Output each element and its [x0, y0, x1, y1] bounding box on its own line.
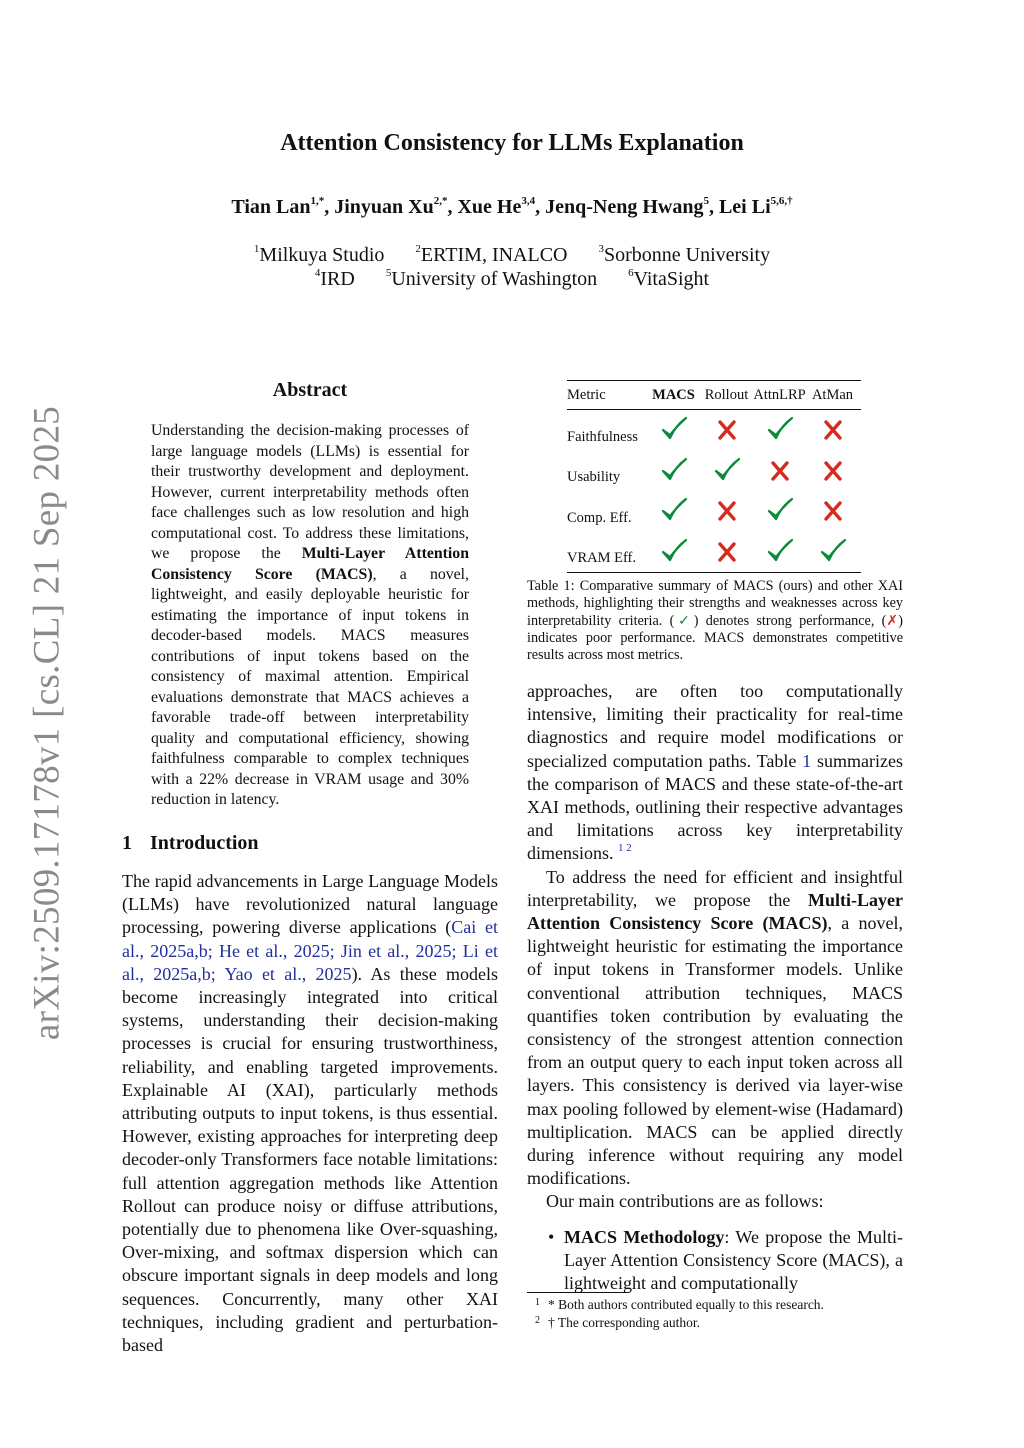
- check-icon: [766, 497, 794, 525]
- right-column-body: [527, 680, 903, 1295]
- table-header-cell: Rollout: [704, 386, 749, 403]
- check-icon: [660, 416, 688, 444]
- cross-icon: [766, 457, 794, 485]
- table-row: [567, 410, 861, 451]
- check-icon: [660, 457, 688, 485]
- cross-icon: [713, 416, 741, 444]
- table-header-cell: AttnLRP: [753, 386, 806, 403]
- citation-link[interactable]: Cai et al., 2025a,b; He et al., 2025; Jin et al., 2025; Li et al., 2025a,b; Yao et al., 2025: [122, 917, 498, 984]
- footnote: 2 † The corresponding author.: [535, 1315, 700, 1330]
- table-row: [567, 451, 861, 492]
- table-mark-cell: [700, 538, 753, 566]
- list-item: • MACS Methodology: We propose the Multi-Layer Attention Consistency Score (MACS), a lightweight and computationally: [548, 1226, 903, 1294]
- affiliation: $^3$Sorbonne University: [598, 243, 771, 266]
- abstract-bold-term: Multi-Layer Attention Consistency Score (MACS): [151, 545, 469, 583]
- affiliation: $^4$IRD: [314, 267, 355, 290]
- table-mark-cell: [647, 497, 700, 525]
- check-icon: [660, 497, 688, 525]
- author: Lei $Li^{5,6,\dagger}$: [718, 195, 793, 218]
- table-mark-cell: [753, 497, 806, 525]
- affiliations-line: [0, 243, 1024, 267]
- table-mark-cell: [700, 497, 753, 525]
- table-row: [567, 491, 861, 532]
- paragraph: To address the need for efficient and insightful interpretability, we propose the Multi-Layer Attention Consistency Score (MACS), a novel, lightweight heuristic for estimating the importance of input tokens in Transformer models. Unlike conventional attribution techniques, MACS quantifies token contribution by evaluating the consistency of the strongest attention connection from an output query to each input token across all layers. This consistency is derived via layer-wise max pooling followed by element-wise (Hadamard) multiplication. MACS can be applied directly during inference without requiring any model modifications.: [527, 866, 903, 1189]
- table-mark-cell: [753, 416, 806, 444]
- cross-icon: [819, 457, 847, 485]
- table-caption: Table 1: Comparative summary of MACS (ours) and other XAI methods, highlighting their strengths and weaknesses across key interpretability criteria. (✓) denotes strong performance, (✗) indicates poor performance. MACS demonstrates competitive results across most metrics.: [527, 578, 904, 664]
- affiliation: $^2$ERTIM, INALCO: [415, 243, 568, 266]
- table-row: [567, 532, 861, 573]
- table-mark-cell: [700, 416, 753, 444]
- author: Tian Lan$^{1,*}$: [231, 195, 325, 218]
- cross-icon: [713, 497, 741, 525]
- abstract-body: Understanding the decision-making processes of large language models (LLMs) is essential for their trustworthy development and deployment. However, current interpretability methods often face challenges such as low resolution and high computational cost. To address these limitations, we propose the Multi-Layer Attention Consistency Score (MACS), a novel, lightweight, and easily deployable heuristic for estimating the importance of input tokens in decoder-based models. MACS measures contributions of input tokens based on the consistency of maximal attention. Empirical evaluations demonstrate that MACS achieves a favorable trade-off between interpretability quality and computational efficiency, showing faithfulness comparable to complex techniques with a 22% decrease in VRAM usage and 30% reduction in latency.: [151, 422, 470, 808]
- affiliations: [0, 243, 1024, 291]
- cross-icon: ✗: [886, 612, 899, 629]
- table-header-row: [567, 380, 861, 410]
- table-mark-cell: [753, 457, 806, 485]
- table-metric-cell: Faithfulness: [567, 428, 638, 445]
- check-icon: [660, 538, 688, 566]
- paper-title: Attention Consistency for LLMs Explanation: [280, 130, 744, 156]
- author-list: Tian Lan$^{1,*}$, Jinyuan $Xu^{2,*}$, Xue He$^{3,4}$, Jenq-Neng Hwang$^5$, Lei $Li^{5,6,\dagger}$: [231, 195, 793, 218]
- check-icon: ✓: [674, 612, 694, 629]
- paragraph: Our main contributions are as follows:: [546, 1191, 824, 1212]
- table-mark-cell: [700, 457, 753, 485]
- table-header-cell: MACS: [652, 386, 695, 403]
- check-icon: [766, 416, 794, 444]
- table-mark-cell: [806, 457, 859, 485]
- introduction-body: The rapid advancements in Large Language Models (LLMs) have revolutionized natural language processing, powering diverse applications (Cai et al., 2025a,b; He et al., 2025; Jin et al., 2025; Li et al., 2025a,b; Yao et al., 2025). As these models become increasingly integrated into critical systems, understanding their decision-making processes is crucial for ensuring trustworthiness, reliability, and enabling targeted improvements. Explainable AI (XAI), particularly methods attributing outputs to input tokens, is thus essential. However, existing approaches for interpreting deep decoder-only Transformers face notable limitations: full attention aggregation methods like Attention Rollout can produce noisy or diffuse attributions, potentially due to phenomena like Over-squashing, Over-mixing, and softmax dispersion which can obscure important signals in deep models and long sequences. Concurrently, many other XAI techniques, including gradient and perturbation-based: [122, 871, 498, 1356]
- table-metric-cell: Usability: [567, 469, 621, 486]
- affiliations-line: [0, 267, 1024, 291]
- check-icon: [766, 538, 794, 566]
- affiliation: $^1$Milkuya Studio: [253, 243, 385, 266]
- table-mark-cell: [647, 416, 700, 444]
- paragraph: approaches, are often too computationally intensive, limiting their practicality for real-time diagnostics and require model modifications or specialized computation paths. Table 1 summarizes the comparison of MACS and these state-of-the-art XAI methods, outlining their respective advantages and limitations across key interpretability dimensions. $^{1 2}$: [527, 681, 903, 864]
- cross-icon: [819, 416, 847, 444]
- table-body: [567, 410, 861, 573]
- comparison-table: [567, 380, 861, 573]
- table-reference-link[interactable]: 1: [802, 750, 812, 771]
- affiliation: $^5$University of Washington: [385, 267, 598, 290]
- table-mark-cell: [806, 538, 859, 566]
- table-mark-cell: [647, 538, 700, 566]
- check-icon: [819, 538, 847, 566]
- cross-icon: [819, 497, 847, 525]
- author: Xue He$^{3,4}$: [457, 195, 536, 218]
- abstract-heading: Abstract: [272, 379, 348, 401]
- author: Jenq-Neng Hwang$^5$: [545, 195, 709, 218]
- footnotes: [535, 1296, 908, 1332]
- arxiv-identifier-text: arXiv:2509.17178v1 [cs.CL] 21 Sep 2025: [26, 405, 68, 1041]
- author: Jinyuan $Xu^{2,*}$: [334, 195, 448, 218]
- contributions-list: [527, 1226, 903, 1296]
- table-metric-cell: Comp. Eff.: [567, 509, 632, 526]
- footnote: 1 * Both authors contributed equally to this research.: [535, 1297, 824, 1312]
- table-mark-cell: [647, 457, 700, 485]
- table-header-cell: AtMan: [811, 386, 854, 403]
- footnote-divider: [527, 1292, 629, 1293]
- table-mark-cell: [806, 416, 859, 444]
- table-mark-cell: [753, 538, 806, 566]
- table-header-cell: Metric: [567, 386, 606, 403]
- section-heading-introduction: 1 Introduction: [122, 832, 259, 854]
- table-metric-cell: VRAM Eff.: [567, 550, 637, 567]
- table-mark-cell: [806, 497, 859, 525]
- affiliation: $^6$VitaSight: [628, 267, 710, 290]
- check-icon: [713, 457, 741, 485]
- cross-icon: [713, 538, 741, 566]
- footnote-reference-link[interactable]: 1 2: [618, 842, 632, 855]
